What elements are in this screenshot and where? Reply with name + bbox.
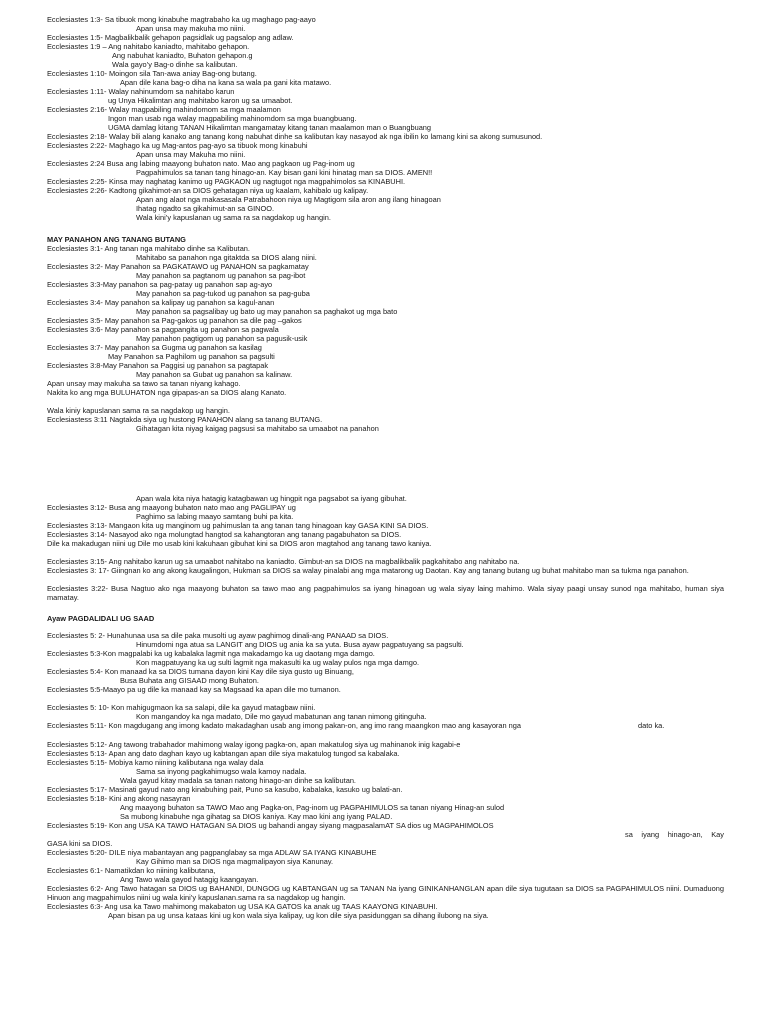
text-line: May panahon sa pag-tukod ug panahon sa pag-guba <box>136 289 310 298</box>
text-line: Kon mangandoy ka nga madato, Dile mo gayud mabatunan ang tanan nimong gitinguha. <box>136 712 427 721</box>
text-line: Paghimo sa labing maayo samtang buhi pa kita. <box>136 512 294 521</box>
text-line: Ecclesiastes 5:12- Ang tawong trabahador mahimong walay igong pagka-on, apan makatulog siya ug mahinanok inig kagabi-e <box>47 740 461 749</box>
text-paragraph: Ecclesiastes 6:2- Ang Tawo hatagan sa DIOS ug BAHANDI, DUNGOG ug KABTANGAN ug sa TANAN Na iyang GINIKANHANGLAN apan dile siya tugutaan sa DIOS sa PAGPAHIMULOS niini. Dumaduong Hinuon ang magpahimulos niini ug wala kini’y kapuslanan.sama ra sa nagdakop ug hangin. <box>47 884 724 902</box>
text-line: Ecclesiastes 2:16- Walay magpabiling mahindomom sa mga maalamon <box>47 105 281 114</box>
text-line: Hinumdomi nga atua sa LANGIT ang DIOS ug ania ka sa yuta. Busa ayaw pagpatuyang sa pagsulti. <box>136 640 464 649</box>
text-line: Kay Gihimo man sa DIOS nga magmalipayon siya Kanunay. <box>136 857 334 866</box>
text-paragraph: Ecclesiastes 3: 17- Giingnan ko ang akong kaugalingon, Hukman sa DIOS sa walay pinalabi ang mga matarong ug Daotan. Kay ang tanang butang ug buhat mahitabo man sa tukma nga panahon. <box>47 566 689 575</box>
text-line: Ecclesiastes 5:13- Apan ang dato daghan kayo ug kabtangan apan dile siya makatulog tungod sa kabalaka. <box>47 749 400 758</box>
text-line: Ecclesiastes 1:10- Moingon sila Tan-awa aniay Bag-ong butang. <box>47 69 257 78</box>
text-line: Ecclesiastes 2:26- Kadtong gikahimot-an sa DIOS gehatagan niya ug kaalam, kahibalo ug kalipay. <box>47 186 369 195</box>
text-line: Ecclesiastes 3:14- Nasayod ako nga molungtad hangtod sa kahangtoran ang tanang pagabuhaton sa DIOS. <box>47 530 402 539</box>
text-line: Ecclesiastes 5:4- Kon manaad ka sa DIOS tumana dayon kini Kay dile siya gusto ug Binuang, <box>47 667 354 676</box>
text-line: Apan dile kana bag-o diha na kana sa wala pa gani kita matawo. <box>120 78 332 87</box>
text-line: Wala kiniy kapuslanan sama ra sa nagdakop ug hangin. <box>47 406 230 415</box>
text-line: Wala gayo’y Bag-o dinhe sa kalibutan. <box>112 60 238 69</box>
text-line: Apan unsa may makuha mo niini. <box>136 24 246 33</box>
text-line: Ecclesiastes 5:11- Kon magdugang ang imong kadato makadaghan usab ang imong pakan-on, ang imo rang maangkon mao ang kasayoran nga <box>47 721 521 730</box>
text-line: Ecclesiastes 3:13- Mangaon kita ug manginom ug pahimuslan ta ang tanan tang hinagoan kay GASA KINI SA DIOS. <box>47 521 429 530</box>
text-line: Ecclesiastes 1:9 – Ang nahitabo kaniadto, mahitabo gehapon. <box>47 42 250 51</box>
text-line: Pagpahimulos sa tanan tang hinago-an. Kay bisan gani kini hinatag man sa DIOS. AMEN!! <box>136 168 433 177</box>
text-line: May panahon sa Gubat ug panahon sa kalinaw. <box>136 370 293 379</box>
text-line: Apan wala kita niya hatagig katagbawan ug hingpit nga pagsabot sa iyang gibuhat. <box>136 494 407 503</box>
text-line: May Panahon sa Paghilom ug panahon sa pagsulti <box>108 352 275 361</box>
text-line: Apan ang alaot nga makasasala Patrabahoon niya ug Magtigom sila aron ang ilang hinagoan <box>136 195 441 204</box>
text-line: Apan unsa may Makuha mo niini. <box>136 150 246 159</box>
text-line: Ecclesiastes 3:12- Busa ang maayong buhaton nato mao ang PAGLIPAY ug <box>47 503 296 512</box>
text-line: Apan unsay may makuha sa tawo sa tanan niyang kahago. <box>47 379 241 388</box>
text-line: Ecclesiastes 3:15- Ang nahitabo karun ug sa umaabot nahitabo na kaniadto. Gimbut-an sa DIOS na magbalikbalik pagkahitabo ang nahitabo na. <box>47 557 520 566</box>
text-line: Ihatag ngadto sa gikahimut-an sa GINOO. <box>136 204 275 213</box>
text-line: Ecclesiastes 3:1- Ang tanan nga mahitabo dinhe sa Kalibutan. <box>47 244 250 253</box>
text-paragraph: Ecclesiastes 3:22- Busa Nagtuo ako nga maayong buhaton sa tawo mao ang pagpahimulos sa iyang hinagoan ug wala siyay laing mahimo. Wala siyay paagi unsay sunod nga mahitabo, human siya mamatay. <box>47 584 724 602</box>
text-line: May panahon sa pagsalibay ug bato ug may panahon sa paghakot ug mga bato <box>136 307 398 316</box>
text-line: UGMA damlag kitang TANAN Hikalimtan mangamatay kitang tanan maalamon man o Buangbuang <box>108 123 432 132</box>
text-line: Ecclesiastess 3:11 Nagtakda siya ug hustong PANAHON alang sa tanang BUTANG. <box>47 415 323 424</box>
text-line: Ecclesiastes 5:17- Masinati gayud nato ang kinabuhing pait, Puno sa kasubo, kabalaka, kasuko ug balati-an. <box>47 785 403 794</box>
text-line: Ecclesiastes 2:22- Maghago ka ug Mag-antos pag-ayo sa tibuok mong kinabuhi <box>47 141 308 150</box>
text-line: Kon magpatuyang ka ug sulti lagmit nga makasulti ka ug walay pulos nga mga damgo. <box>136 658 420 667</box>
text-line: Ecclesiastes 5:19- Kon ang USA KA TAWO HATAGAN SA DIOS ug bahandi angay siyang magpasalamAT SA dios ug MAGPAHIMOLOS <box>47 821 494 830</box>
text-line: Wala gayud kitay madala sa tanan natong hinago-an dinhe sa kalibutan. <box>120 776 356 785</box>
text-line: ug Unya Hikalimtan ang mahitabo karon ug sa umaabot. <box>108 96 293 105</box>
text-line: Gihatagan kita niyag kaigag pagsusi sa mahitabo sa umaabot na panahon <box>136 424 379 433</box>
text-line: Ecclesiastes 5:5-Maayo pa ug dile ka manaad kay sa Magsaad ka apan dile mo tumanon. <box>47 685 341 694</box>
text-line: Ecclesiastes 1:3- Sa tibuok mong kinabuhe magtrabaho ka ug maghago pag-aayo <box>47 15 316 24</box>
text-line: Busa Buhata ang GISAAD mong Buhaton. <box>120 676 259 685</box>
text-line: Ecclesiastes 5: 2- Hunahunaa usa sa dile paka musolti ug ayaw paghimog dinali-ang PANAAD sa DIOS. <box>47 631 389 640</box>
text-line: Ecclesiastes 2:24 Busa ang labing maayong buhaton nato. Mao ang pagkaon ug Pag-inom ug <box>47 159 355 168</box>
text-line: Ang Tawo wala gayod hatagig kaangayan. <box>120 875 259 884</box>
text-line: Ecclesiastes 6:3- Ang usa ka Tawo mahimong makabaton ug USA KA GATOS ka anak ug TAAS KAAYONG KINABUHI. <box>47 902 438 911</box>
text-line: Ang nabuhat kaniadto, Buhaton gehapon.g <box>112 51 253 60</box>
text-line: Ecclesiastes 6:1- Namatikdan ko niining kalibutana, <box>47 866 216 875</box>
text-line: Dile ka makadugan niini ug Dile mo usab kini kakuhaan gibuhat kini sa DIOS aron magtahod ang tanang tawo kaniya. <box>47 539 432 548</box>
text-line: May panahon sa pagtanom ug panahon sa pag-ibot <box>136 271 306 280</box>
text-line: Ecclesiastes 5:20- DILE niya mabantayan ang pagpanglabay sa mga ADLAW SA IYANG KINABUHE <box>47 848 377 857</box>
text-line: May panahon pagtigom ug panahon sa pagusik-usik <box>136 334 308 343</box>
text-line: Ecclesiastes 5:15- Mobiya kamo niining kalibutana nga walay dala <box>47 758 264 767</box>
text-line: Ecclesiastes 3:6- May panahon sa pagpangita ug panahon sa pagwala <box>47 325 279 334</box>
text-line: Ecclesiastes 5:3-Kon magpalabi ka ug kabalaka lagmit nga makadamgo ka ug daotang mga damgo. <box>47 649 375 658</box>
text-line: Ecclesiastes 3:5- May panahon sa Pag-gakos ug panahon sa dile pag –gakos <box>47 316 302 325</box>
text-line: Ecclesiastes 2:18- Walay bili alang kanako ang tanang kong nabuhat dinhe sa kalibutan kay nasayod ak nga ibilin ko lamang kini sa akong sumusunod. <box>47 132 543 141</box>
text-line: Ecclesiastes 3:3-May panahon sa pag-patay ug panahon sap ag-ayo <box>47 280 273 289</box>
section-heading: MAY PANAHON ANG TANANG BUTANG <box>47 235 186 244</box>
text-line: Mahitabo sa panahon nga gitaktda sa DIOS alang niini. <box>136 253 317 262</box>
text-line: Ecclesiastes 3:4- May panahon sa kalipay ug panahon sa kagul-anan <box>47 298 275 307</box>
text-line: Apan bisan pa ug unsa kataas kini ug kon wala siya kalipay, ug kon dile siya pasidunggan sa dihang ilubong na siya. <box>108 911 489 920</box>
text-line: Ecclesiastes 2:25- Kinsa may naghatag kanimo ug PAGKAON ug nagtugot nga magpahimolos sa KINABUHI. <box>47 177 406 186</box>
text-line: Ecclesiastes 3:7- May panahon sa Gugma ug panahon sa kasilag <box>47 343 262 352</box>
text-line: Ecclesiastes 1:11- Walay nahinumdom sa nahitabo karun <box>47 87 235 96</box>
text-line: Ang maayong buhaton sa TAWO Mao ang Pagka-on, Pag-inom ug PAGPAHIMULOS sa tanan niyang Hinag-an sulod <box>120 803 505 812</box>
text-line: Ecclesiastes 3:2- May Panahon sa PAGKATAWO ug PANAHON sa pagkamatay <box>47 262 309 271</box>
text-line: Wala kini’y kapuslanan ug sama ra sa nagdakop ug hangin. <box>136 213 331 222</box>
text-line: Sama sa inyong pagkahimugso wala kamoy nadala. <box>136 767 307 776</box>
section-heading: Ayaw PAGDALIDALI UG SAAD <box>47 614 155 623</box>
text-paragraph: sa iyang hinago-an, Kay GASA kini sa DIOS. <box>47 830 724 848</box>
text-line: Ecclesiastes 5: 10- Kon mahigugmaon ka sa salapi, dile ka gayud matagbaw niini. <box>47 703 316 712</box>
text-line: Sa mubong kinabuhe nga gihatag sa DIOS kaniya. Kay mao kini ang iyang PALAD. <box>120 812 393 821</box>
text-line: Ecclesiastes 5:18- Kini ang akong nasayran <box>47 794 191 803</box>
text-line: Nakita ko ang mga BULUHATON nga gipapas-an sa DIOS alang Kanato. <box>47 388 287 397</box>
text-line: dato ka. <box>638 721 665 730</box>
text-line: Ingon man usab nga walay magpabiling mahinomdom sa mga buangbuang. <box>108 114 357 123</box>
text-line: Ecclesiastes 1:5- Magbalikbalik gehapon pagsidlak ug pagsalop ang adlaw. <box>47 33 294 42</box>
text-line: Ecclesiastes 3:8-May Panahon sa Paggisi ug panahon sa pagtapak <box>47 361 269 370</box>
